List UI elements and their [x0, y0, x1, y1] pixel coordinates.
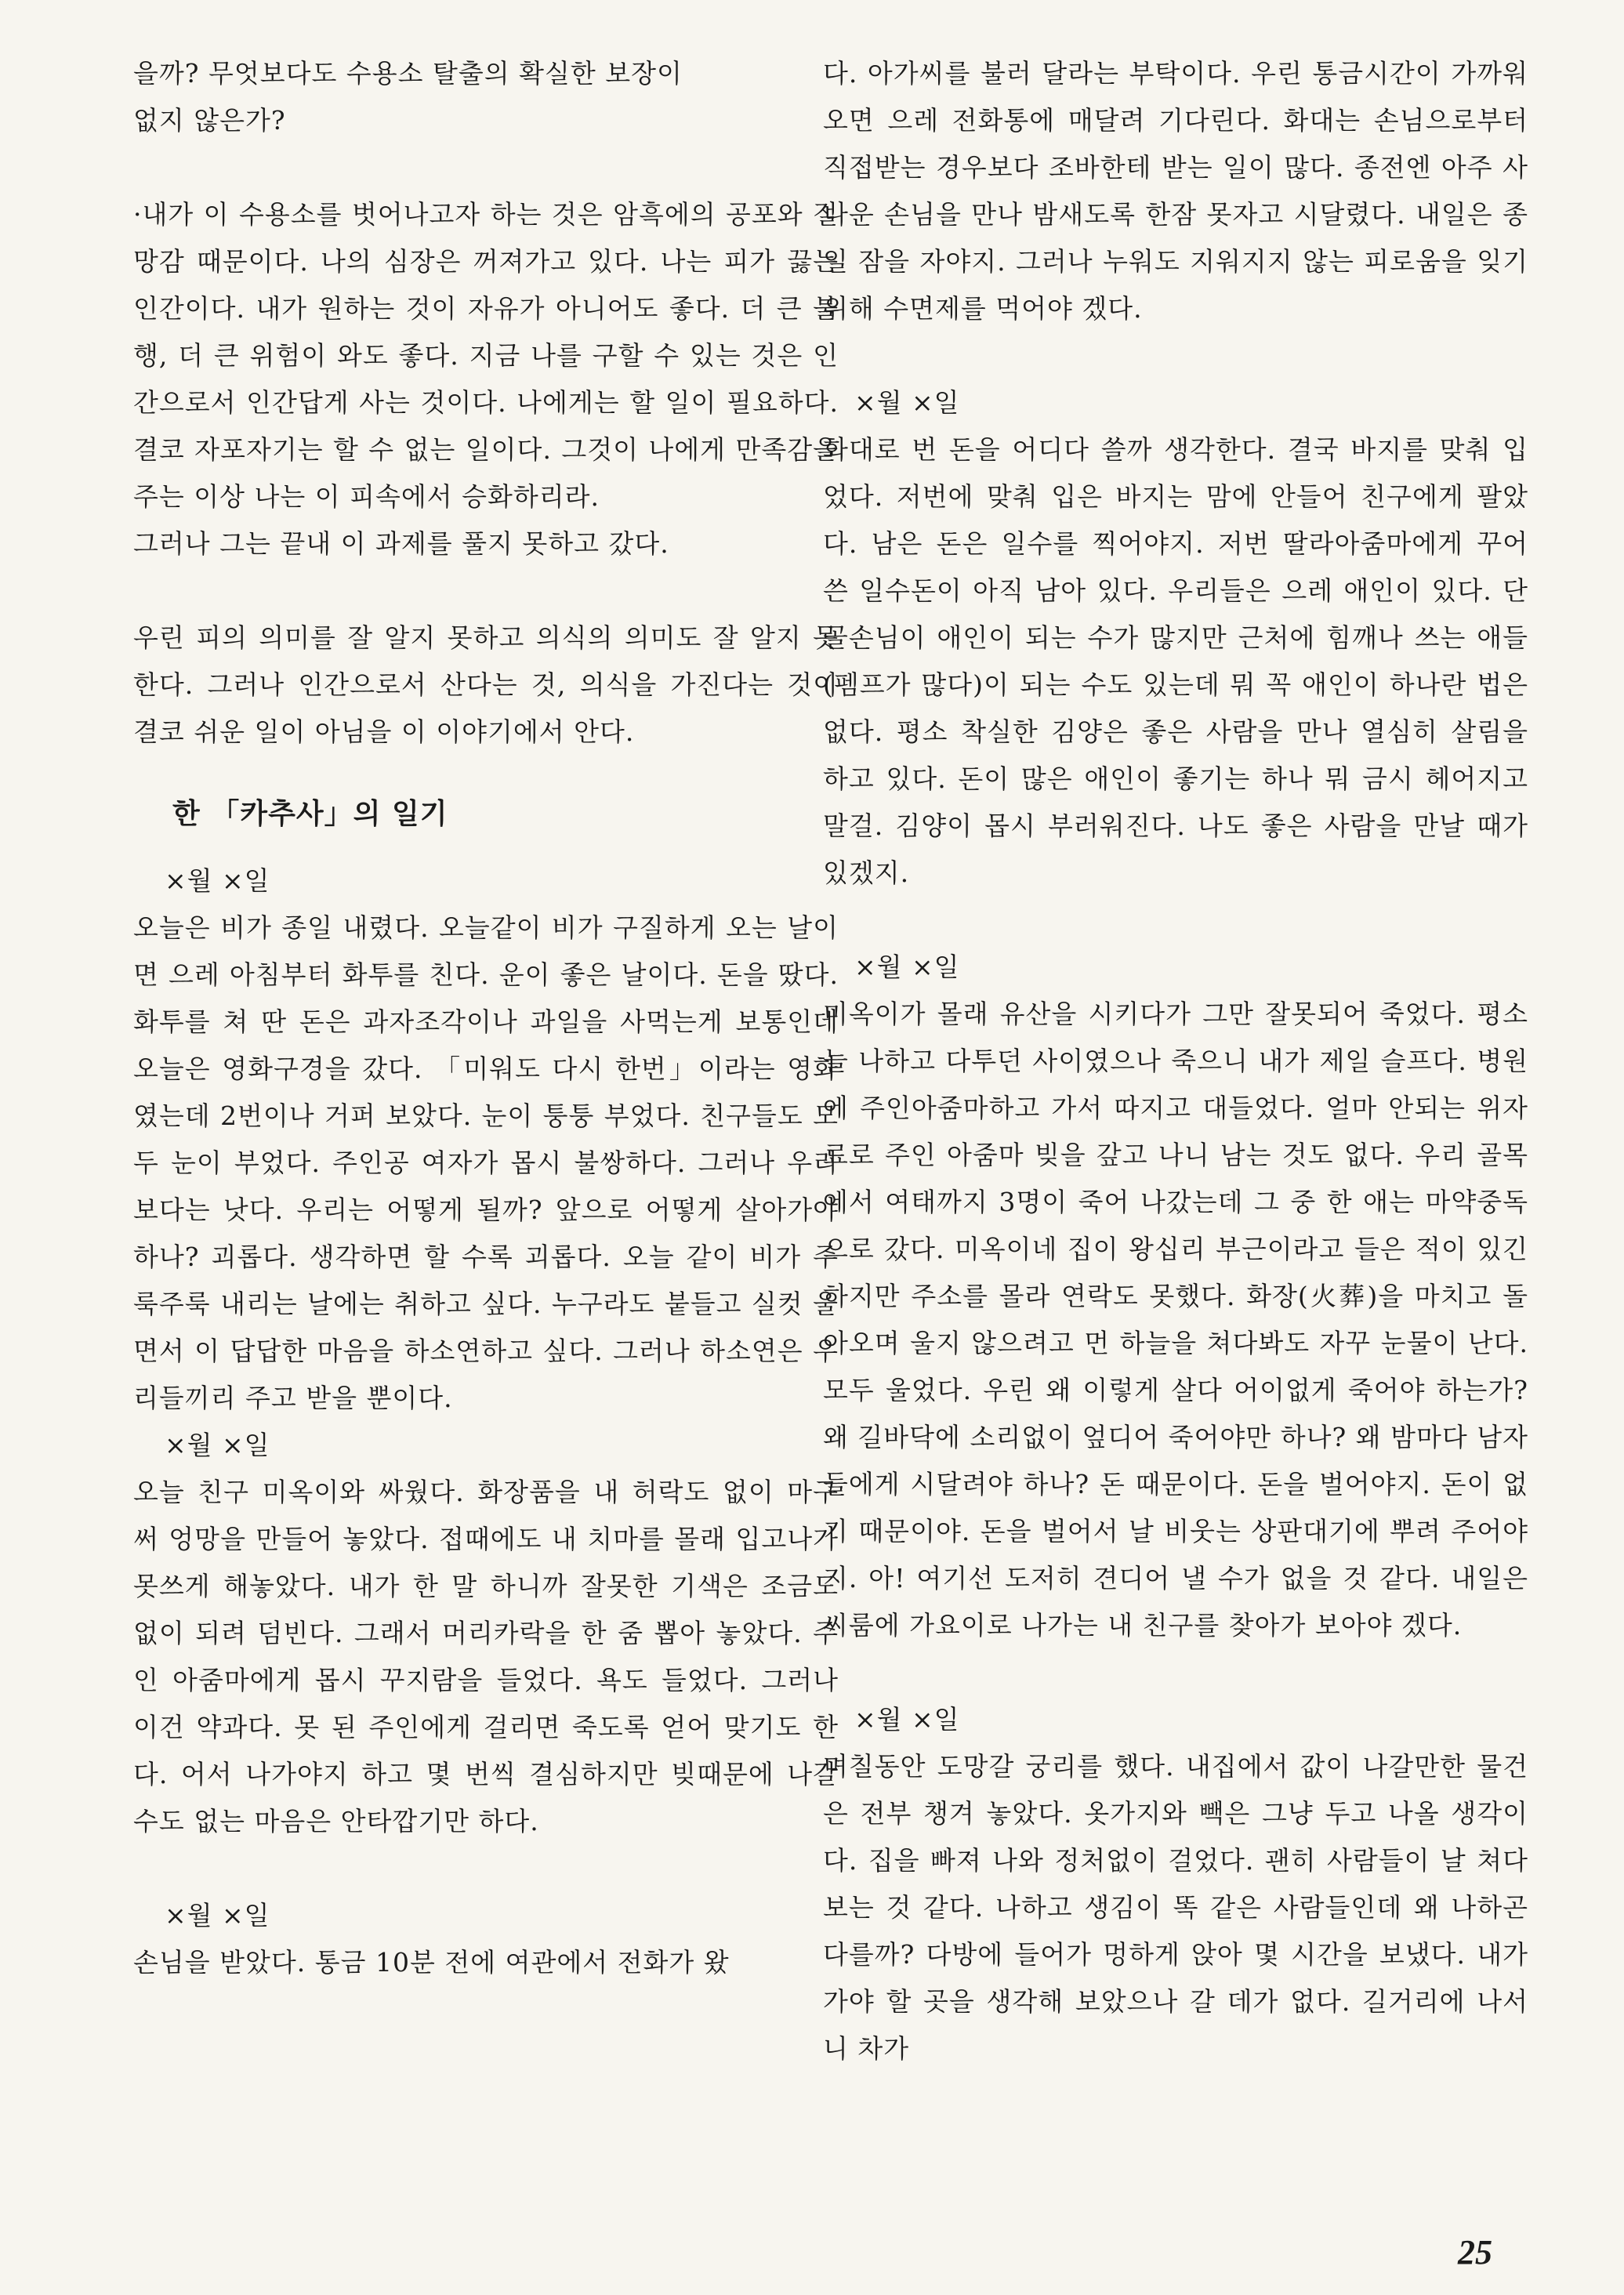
diary-date: ×월 ×일 [854, 1704, 960, 1735]
body-paragraph: ·내가 이 수용소를 벗어나고자 하는 것은 암흑에의 공포와 절망감 때문이다. 나의 심장은 꺼져가고 있다. 나는 피가 끓는 인간이다. 내가 원하는 것이 자유가 아니어도 좋다. 더 큰 불행, 더 큰 위험이 와도 좋다. 지금 나를 구할 수 있는 것은 인간으로서 인간답게 사는 것이다. 나에게는 할 일이 필요하다. 결코 자포자기는 할 수 없는 일이다. 그것이 나에게 만족감을 주는 이상 나는 이 피속에서 승화하리라. [133, 199, 839, 512]
body-paragraph: 그러나 그는 끝내 이 과제를 풀지 못하고 갔다. [133, 528, 669, 559]
diary-date: ×월 ×일 [165, 1900, 270, 1931]
right-column [823, 50, 1528, 2072]
diary-entry: 화대로 번 돈을 어디다 쓸까 생각한다. 결국 바지를 맞춰 입었다. 저번에 맞춰 입은 바지는 맘에 안들어 친구에게 팔았다. 남은 돈은 일수를 찍어야지. 저번 딸라아줌마에게 꾸어 쓴 일수돈이 아직 남아 있다. 우리들은 으레 애인이 있다. 단골손님이 애인이 되는 수가 많지만 근처에 힘깨나 쓰는 애들(펨프가 많다)이 되는 수도 있는데 뭐 꼭 애인이 하나란 법은 없다. 평소 착실한 김양은 좋은 사람을 만나 열심히 살림을 하고 있다. 돈이 많은 애인이 좋기는 하나 뭐 금시 헤어지고 말걸. 김양이 몹시 부러워진다. 나도 좋은 사람을 만날 때가 있겠지. [823, 434, 1528, 888]
left-column [133, 50, 839, 1986]
diary-entry: 오늘 친구 미옥이와 싸웠다. 화장품을 내 허락도 없이 마구 써 엉망을 만들어 놓았다. 접때에도 내 치마를 몰래 입고나가 못쓰게 해놓았다. 내가 한 말 하니까 잘못한 기색은 조금도 없이 되려 덤빈다. 그래서 머리카락을 한 줌 뽑아 놓았다. 주인 아줌마에게 몹시 꾸지람을 들었다. 욕도 들었다. 그러나 이건 약과다. 못 된 주인에게 걸리면 죽도록 얻어 맞기도 한다. 어서 나가야지 하고 몇 번씩 결심하지만 빚때문에 나갈 수도 없는 마음은 안타깝기만 하다. [133, 1477, 839, 1836]
section-heading: 한 「카추사」의 일기 [172, 798, 448, 830]
diary-date: ×월 ×일 [854, 952, 960, 982]
diary-date: ×월 ×일 [854, 387, 960, 418]
intro-line-1: 을까? 무엇보다도 수용소 탈출의 확실한 보장이 [133, 58, 683, 89]
body-paragraph: 우린 피의 의미를 잘 알지 못하고 의식의 의미도 잘 알지 못한다. 그러나 인간으로서 산다는 것, 의식을 가진다는 것이 결코 쉬운 일이 아님을 이 이야기에서 안다. [133, 622, 839, 747]
diary-entry: 다. 아가씨를 불러 달라는 부탁이다. 우린 통금시간이 가까워오면 으레 전화통에 매달려 기다린다. 화대는 손님으로부터 직접받는 경우보다 조바한테 받는 일이 많다. 종전엔 아주 사나운 손님을 만나 밤새도록 한잠 못자고 시달렸다. 내일은 종일 잠을 자야지. 그러나 누워도 지워지지 않는 피로움을 잊기 위해 수면제를 먹어야 겠다. [823, 58, 1528, 324]
diary-date: ×월 ×일 [165, 1430, 270, 1460]
intro-line-2: 없지 않은가? [133, 105, 286, 136]
diary-date: ×월 ×일 [165, 865, 270, 896]
page-number: 25 [1458, 2233, 1492, 2271]
diary-entry: 미옥이가 몰래 유산을 시키다가 그만 잘못되어 죽었다. 평소 늘 나하고 다투던 사이였으나 죽으니 내가 제일 슬프다. 병원에 주인아줌마하고 가서 따지고 대들었다. 얼마 안되는 위자료로 주인 아줌마 빚을 갚고 나니 남는 것도 없다. 우리 골목에서 여태까지 3명이 죽어 나갔는데 그 중 한 애는 마약중독으로 갔다. 미옥이네 집이 왕십리 부근이라고 들은 적이 있긴 하지만 주소를 몰라 연락도 못했다. 화장(火葬)을 마치고 돌아오며 울지 않으려고 먼 하늘을 쳐다봐도 자꾸 눈물이 난다. 모두 울었다. 우린 왜 이렇게 살다 어이없게 죽어야 하는가? 왜 길바닥에 소리없이 엎디어 죽어야만 하나? 왜 밤마다 남자들에게 시달려야 하나? 돈 때문이다. 돈을 벌어야지. 돈이 없기 때문이야. 돈을 벌어서 날 비웃는 상판대기에 뿌려 주어야지. 아! 여기선 도저히 견디어 낼 수가 없을 것 같다. 내일은 씨룸에 가요이로 나가는 내 친구를 찾아가 보아야 겠다. [823, 999, 1528, 1641]
diary-entry: 며칠동안 도망갈 궁리를 했다. 내집에서 값이 나갈만한 물건은 전부 챙겨 놓았다. 옷가지와 빽은 그냥 두고 나올 생각이다. 집을 빠져 나와 정처없이 걸었다. 괜히 사람들이 날 쳐다보는 것 같다. 나하고 생김이 똑 같은 사람들인데 왜 나하곤 다를까? 다방에 들어가 멍하게 앉아 몇 시간을 보냈다. 내가 가야 할 곳을 생각해 보았으나 갈 데가 없다. 길거리에 나서니 차가 [823, 1751, 1528, 2064]
diary-entry: 오늘은 비가 종일 내렸다. 오늘같이 비가 구질하게 오는 날이면 으레 아침부터 화투를 친다. 운이 좋은 날이다. 돈을 땄다. 화투를 쳐 딴 돈은 과자조각이나 과일을 사먹는게 보통인데 오늘은 영화구경을 갔다. 「미워도 다시 한번」이라는 영화였는데 2번이나 거퍼 보았다. 눈이 퉁퉁 부었다. 친구들도 모두 눈이 부었다. 주인공 여자가 몹시 불쌍하다. 그러나 우리보다는 낫다. 우리는 어떻게 될까? 앞으로 어떻게 살아가야 하나? 괴롭다. 생각하면 할 수록 괴롭다. 오늘 같이 비가 주룩주룩 내리는 날에는 취하고 싶다. 누구라도 붙들고 실컷 울면서 이 답답한 마음을 하소연하고 싶다. 그러나 하소연은 우리들끼리 주고 받을 뿐이다. [133, 912, 839, 1413]
diary-entry: 손님을 받았다. 통금 10분 전에 여관에서 전화가 왔 [133, 1947, 730, 1978]
